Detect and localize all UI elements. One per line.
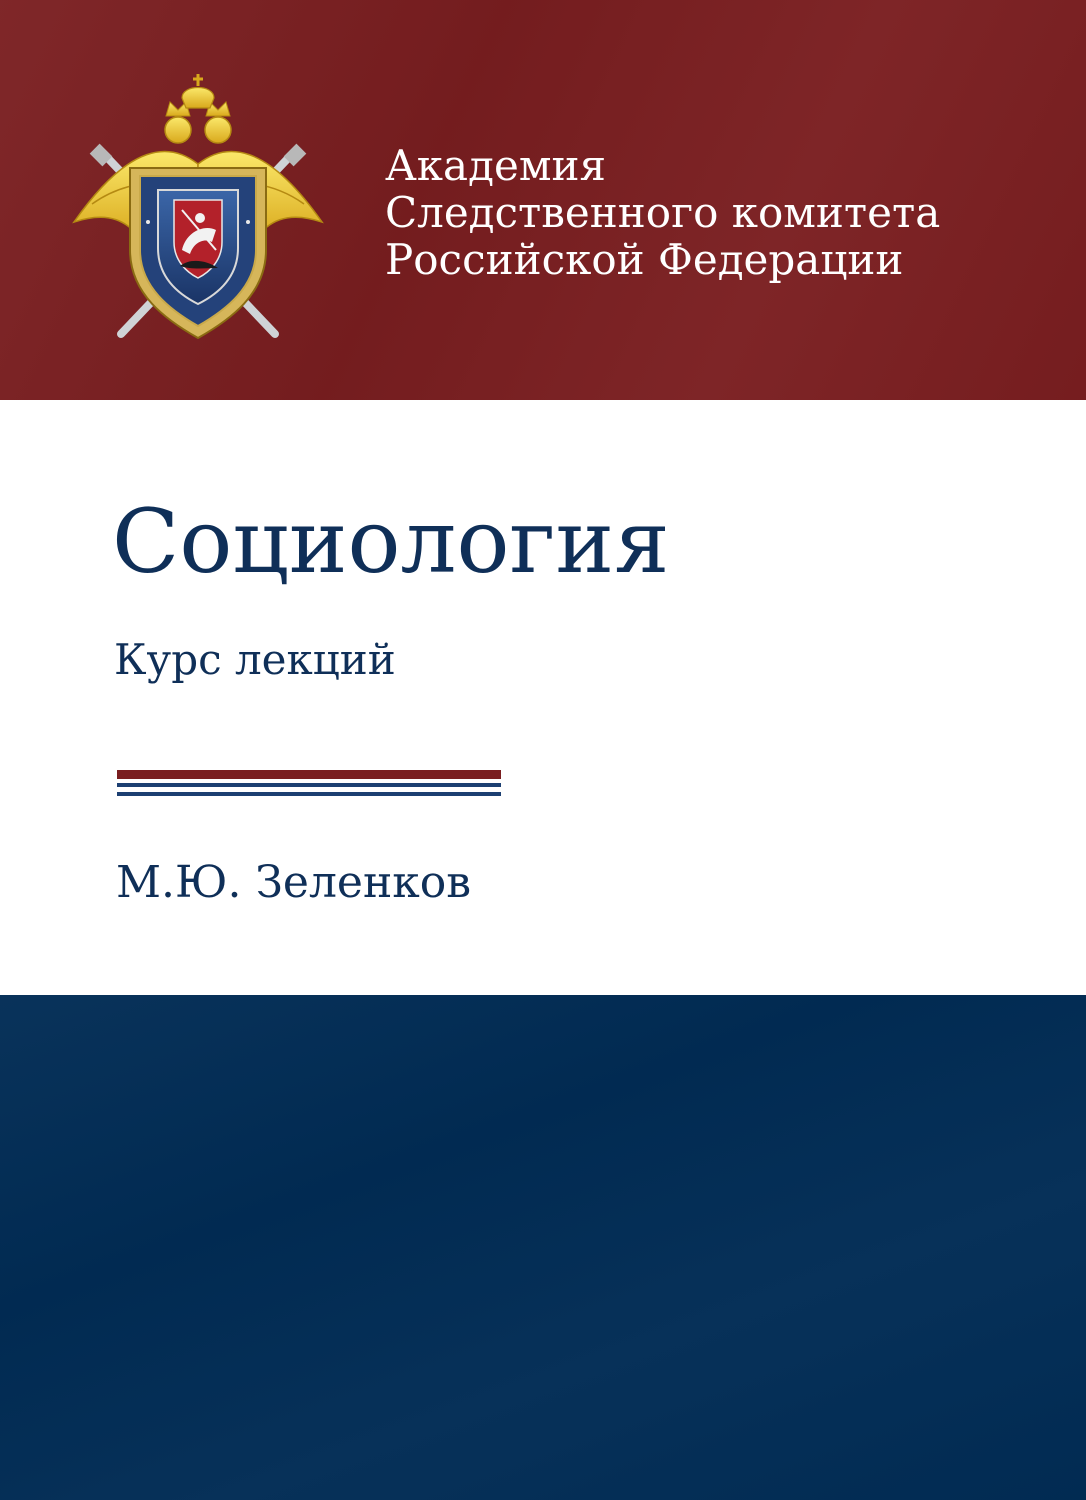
publisher-line-1: Академия [385, 141, 606, 190]
bottom-blue-band [0, 995, 1086, 1500]
divider-blue-stripe [117, 783, 501, 787]
publisher-line-2: Следственного комитета [385, 188, 941, 237]
investigative-committee-emblem-icon [70, 72, 326, 342]
divider-red-stripe [117, 770, 501, 779]
publisher-line-3: Российской Федерации [385, 235, 904, 284]
publisher-name [385, 142, 940, 283]
divider-blue-stripe [117, 792, 501, 796]
book-author: М.Ю. Зеленков [116, 857, 472, 908]
book-title: Социология [112, 490, 670, 593]
book-subtitle: Курс лекций [114, 635, 396, 684]
